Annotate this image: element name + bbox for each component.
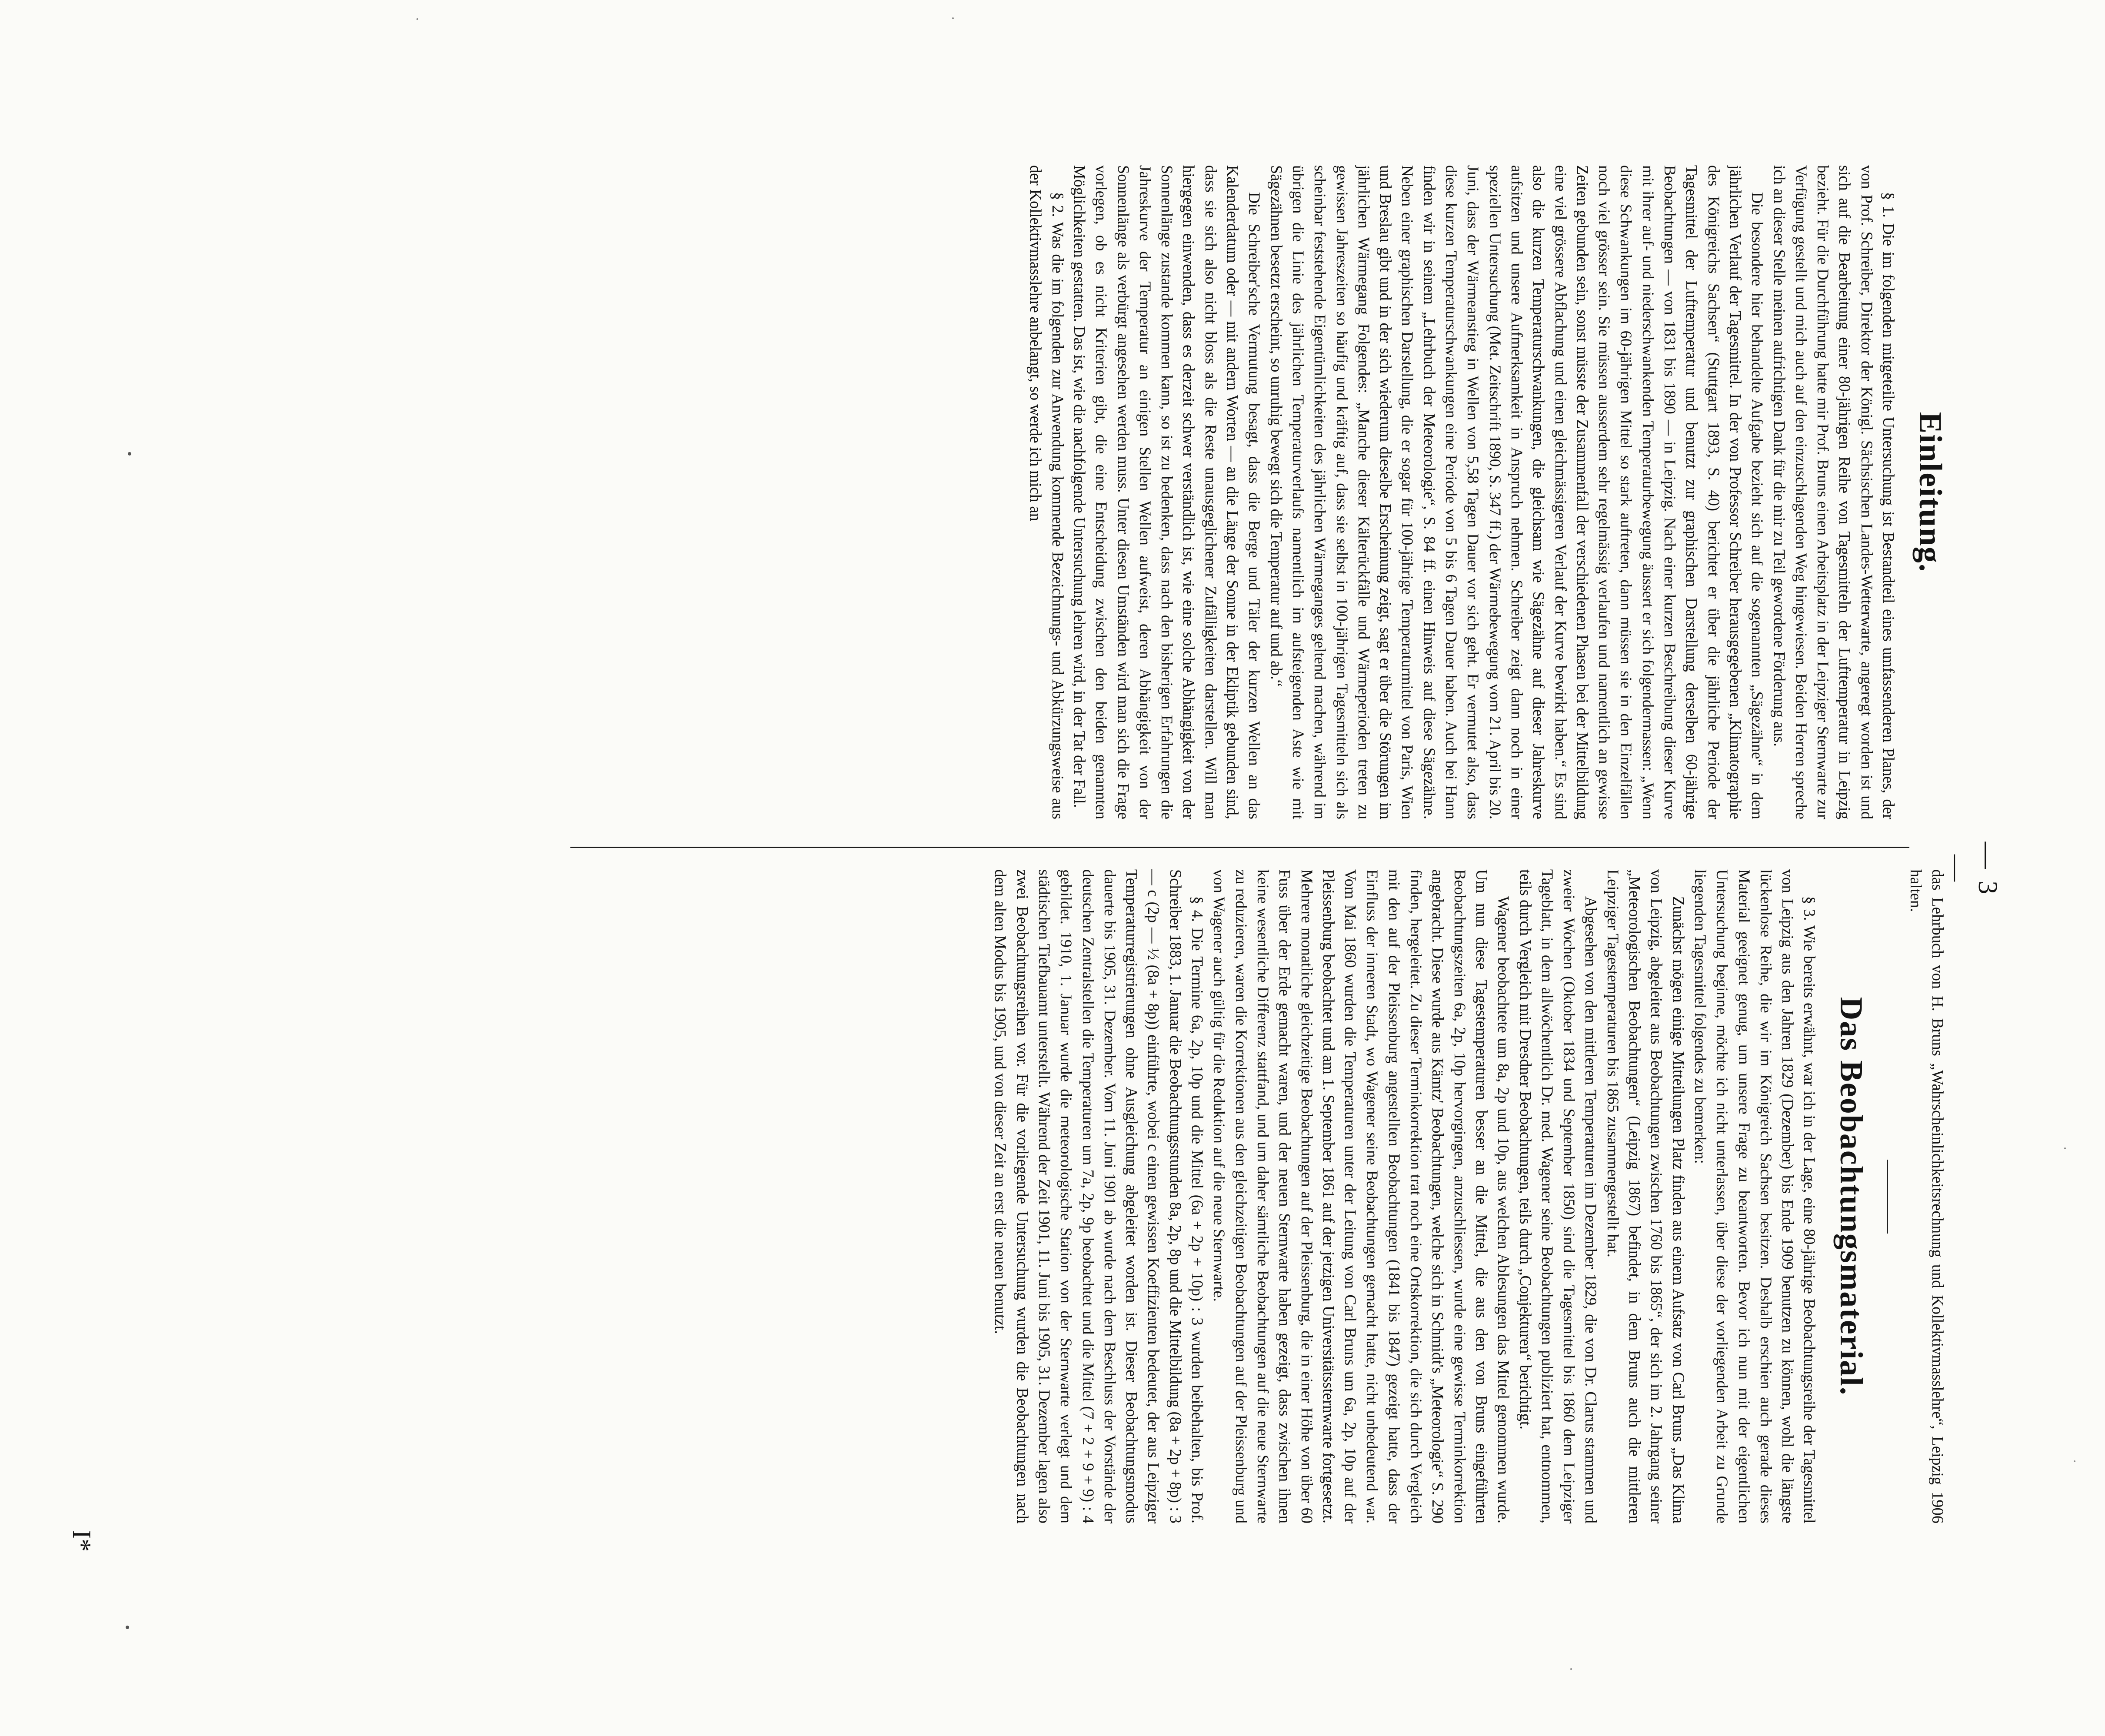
paragraph: § 1. Die im folgenden mitgeteilte Untersuchung ist Bestandteil eines umfassenderen Planes, der von Prof. Schreiber, Direktor der Königl. Sächsischen Landes-Wetterwarte, angeregt worden ist und sich auf die Bearbeitung einer 80-jährigen Reihe von Tagesmitteln der Lufttemperatur in Leipzig bezieht. Für die Durchführung hatte mir Prof. Bruns einen Arbeitsplatz in der Leipziger Sternwarte zur Verfügung gestellt und mich auch auf den einzuschlagenden Weg hingewiesen. Beiden Herren spreche ich an dieser Stelle meinen aufrichtigen Dank für die mir zu Teil gewordene Förderung aus. <box>1770 165 1898 819</box>
paragraph: Die besondere hier behandelte Aufgabe bezieht sich auf die sogenannten „Sägezähne“ in dem jährlichen Verlauf der Tagesmittel. In der von Professor Schreiber herausgegebenen „Klimatographie des Königreichs Sachsen“ (Stuttgart 1893, S. 40) berichtet er über die jährliche Periode der Tagesmittel der Lufttemperatur und benutzt zur graphischen Darstellung derselben 60-jährige Beobachtungen — von 1831 bis 1890 — in Leipzig. Nach einer kurzen Beschreibung dieser Kurve mit ihrer auf- und niederschwankenden Temperaturbewegung äussert er sich folgendermassen: „Wenn diese Schwankungen im 60-jährigen Mittel so stark auftreten, dann müssen sie in den Einzelfällen noch viel grösser sein. Sie müssen ausserdem sehr regelmässig verlaufen und namentlich an gewisse Zeiten gebunden sein, sonst müsste der Zusammenfall der verschiedenen Phasen bei der Mittelbildung eine viel grössere Abflachung und einen gleichmässigeren Verlauf der Kurve bewirkt haben.“ Es sind also die kurzen Temperaturschwankungen, die gleichsam wie Sägezähne auf dieser Jahreskurve aufsitzen und unsere Aufmerksamkeit in Anspruch nehmen. Schreiber zeigt dann noch in einer speziellen Untersuchung (Met. Zeitschrift 1890, S. 347 ff.) der Wärmebewegung vom 21. April bis 20. Juni, dass der Wärmeanstieg in Wellen von 5,58 Tagen Dauer vor sich geht. Er vermutet also, dass diese kurzen Temperaturschwankungen eine Periode von 5 bis 6 Tagen Dauer haben. Auch bei Hann finden wir in seinem „Lehrbuch der Meteorologie“, S. 84 ff. einen Hinweis auf diese Sägezähne. Neben einer graphischen Darstellung, die er sogar für 100-jährige Temperaturmittel von Paris, Wien und Breslau gibt und in der sich wiederum dieselbe Erscheinung zeigt, sagt er über die Störungen im jährlichen Wärmegang Folgendes: „Manche dieser Kälterückfälle und Wärmeperioden treten zu gewissen Jahreszeiten so häufig und kräftig auf, dass sie selbst in 100-jährigen Tagesmitteln sich als scheinbar feststehende Eigentümlichkeiten des jährlichen Wärmeganges geltend machen, während im übrigen die Linie des jährlichen Temperaturverlaufs namentlich im aufsteigenden Aste wie mit Sägezähnen besetzt erscheint, so unruhig bewegt sich die Temperatur auf und ab.“ <box>1267 165 1767 819</box>
page-number: — 3 — <box>1942 841 2002 897</box>
paragraph: Abgesehen von den mittleren Temperaturen im Dezember 1829, die von Dr. Clarus stammen und zweier Wochen (Oktober 1834 und September 1850) sind die Tagesmittel bis 1860 dem Leipziger Tageblatt, in dem allwöchentlich Dr. med. Wagener seine Beobachtungen publiziert hat, entnommen, teils durch Vergleich mit Dresdner Beobachtungen, teils durch „Conjekturen“ berichtigt. <box>1516 869 1600 1523</box>
section-heading-beobachtungsmaterial: Das Beobachtungsmaterial. <box>1833 997 1869 1396</box>
paragraph: § 3. Wie bereits erwähnt, war ich in der Lage, eine 80-jährige Beobachtungsreihe der Tagesmittel von Leipzig aus den Jahren 1829 (Dezember) bis Ende 1909 benutzen zu können, wohl die längste lückenlose Reihe, die wir im Königreich Sachsen besitzen. Deshalb erschien auch gerade dieses Material geeignet genug, um unsere Frage zu beantworten. Bevor ich nun mit der eigentlichen Untersuchung beginne, möchte ich nicht unterlassen, über diese der vorliegenden Arbeit zu Grunde liegenden Tagesmittel folgendes zu bemerken: <box>1691 869 1819 1523</box>
signature-mark: I* <box>67 1530 96 1552</box>
paragraph-continuation: das Lehrbuch von H. Bruns „Wahrscheinlichkeitsrechnung und Kollektivmasslehre“, Leipzig 1906 halten. <box>1907 869 1947 1523</box>
ink-dot <box>126 1626 129 1629</box>
section-heading-einleitung: Einleitung. <box>1912 412 1948 573</box>
left-column <box>1025 165 1948 819</box>
paragraph: § 2. Was die im folgenden zur Anwendung kommende Bezeichnungs- und Abkürzungsweise aus der Kollektivmasslehre anbelangt, so werde ich mich an <box>1027 165 1067 819</box>
ink-dot <box>128 452 131 456</box>
paragraph: Wagener beobachtete um 8a, 2p und 10p, aus welchen Ablesungen das Mittel genommen wurde. Um nun diese Tagestemperaturen besser an die Mittel, die aus den von Bruns eingeführten Beobachtungszeiten 6a, 2p, 10p hervorgingen, anzuschliessen, wurde eine gewisse Terminkorrektion angebracht. Diese wurde aus Kämtz' Beobachtungen, welche sich in Schmidt's „Meteorologie“ S. 290 finden, hergeleitet. Zu dieser Terminkorrektion trat noch eine Ortskorrektion, die sich durch Vergleich mit den auf der Pleissenburg angestellten Beobachtungen (1841 bis 1847) gezeigt hatte, dass der Einfluss der inneren Stadt, wo Wagener seine Beobachtungen gemacht hatte, nicht unbedeutend war. Vom Mai 1860 wurden die Temperaturen unter der Leitung von Carl Bruns um 6a, 2p, 10p auf der Pleissenburg beobachtet und am 1. September 1861 auf der jetzigen Universitätssternwarte fortgesetzt. Mehrere monatliche gleichzeitige Beobachtungen auf der Pleissenburg, die in einer Höhe von über 60 Fuss über der Erde gemacht waren, und der neuen Sternwarte haben gezeigt, dass zwischen ihnen keine wesentliche Differenz stattfand, und um daher sämtliche Beobachtungen auf die neue Sternwarte zu reduzieren, waren die Korrektionen aus den gleichzeitigen Beobachtungen auf der Pleissenburg und von Wagener auch gültig für die Reduktion auf die neue Sternwarte. <box>1210 869 1513 1523</box>
section-rule <box>1887 1160 1888 1234</box>
paragraph: Zunächst mögen einige Mitteilungen Platz finden aus einem Aufsatz von Carl Bruns „Das Klima von Leipzig, abgeleitet aus Beobachtungen zwischen 1760 bis 1865“, der sich im 2. Jahrgang seiner „Meteorologischen Beobachtungen“ (Leipzig 1867) befindet, in dem Bruns auch die mittleren Leipziger Tagestemperaturen bis 1865 zusammengestellt hat. <box>1604 869 1688 1523</box>
paragraph: § 4. Die Termine 6a, 2p, 10p und die Mittel (6a + 2p + 10p) : 3 wurden beibehalten, bis Prof. Schreiber 1883, 1. Januar die Beobachtungsstunden 8a, 2p, 8p und die Mittelbildung (8a + 2p + 8p) : 3 — c (2p — ½ (8a + 8p)) einführte, wobei c einen gewissen Koeffizienten bedeutet, der aus Leipziger Temperaturregistrierungen ohne Ausgleichung abgeleitet worden ist. Dieser Beobachtungsmodus dauerte bis 1905, 31. Dezember. Vom 11. Juni 1901 ab wurde nach dem Beschluss der Vorstände der deutschen Zentralstellen die Temperaturen um 7a, 2p, 9p beobachtet und die Mittel (7 + 2 + 9 + 9) : 4 gebildet. 1910, 1. Januar wurde die meteorologische Station von der Sternwarte verlegt und dem städtischen Tiefbauamt unterstellt. Während der Zeit 1901, 11. Juni bis 1905, 31. Dezember lagen also zwei Beobachtungsreihen vor. Für die vorliegende Untersuchung wurden die Beobachtungen nach dem alten Modus bis 1905, und von dieser Zeit an erst die neuen benutzt. <box>992 869 1207 1523</box>
right-column <box>989 869 1948 1523</box>
column-divider <box>570 847 1909 848</box>
paragraph: Die Schreiber'sche Vermutung besagt, dass die Berge und Täler der kurzen Wellen an das Kalenderdatum oder — mit andern Worten — an die Länge der Sonne in der Ekliptik gebunden sind, dass sie sich also nicht bloss als die Reste unausgeglichener Zufälligkeiten darstellen. Will man hiergegen einwenden, dass es derzeit schwer verständlich ist, wie eine solche Abhängigkeit von der Sonnenlänge zustande kommen kann, so ist zu bedenken, dass nach den bisherigen Erfahrungen die Jahreskurve der Temperatur an einigen Stellen Wellen aufweist, deren Abhängigkeit von der Sonnenlänge als verbürgt angesehen werden muss. Unter diesen Umständen wird man sich die Frage vorlegen, ob es nicht Kriterien gibt, die eine Entscheidung zwischen den beiden genannten Möglichkeiten gestatten. Das ist, wie die nachfolgende Untersuchung lehren wird, in der Tat der Fall. <box>1071 165 1264 819</box>
